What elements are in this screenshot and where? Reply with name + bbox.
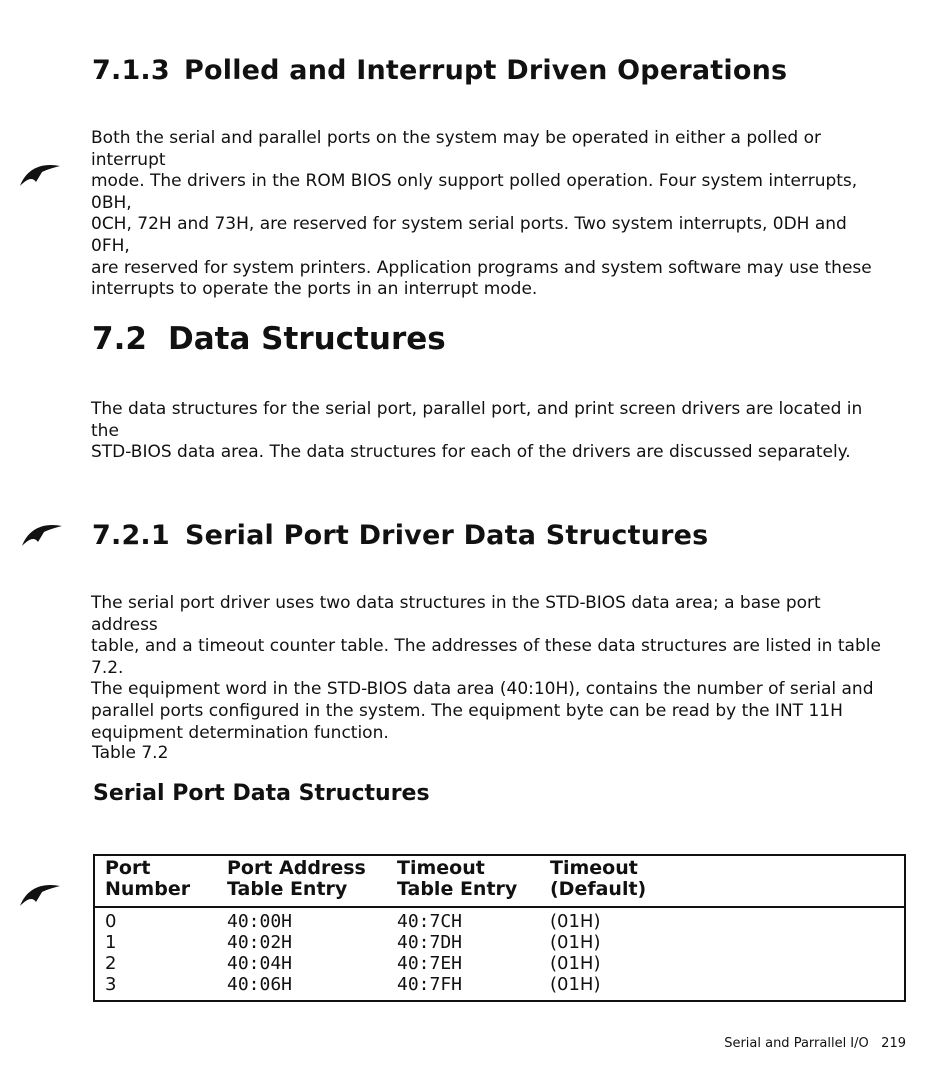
- table-cell: 2: [105, 953, 117, 974]
- table-cell: 40:7FH: [397, 974, 463, 995]
- table-row: [94, 953, 905, 974]
- paragraph-line: parallel ports configured in the system. The equipment byte can be read by the INT 11H: [91, 700, 843, 721]
- margin-change-mark-icon: [18, 160, 62, 188]
- column-header-line: Port Address: [227, 857, 366, 879]
- table-cell: 40:7EH: [397, 953, 463, 974]
- table-title: Serial Port Data Structures: [93, 781, 430, 806]
- paragraph-line: The data structures for the serial port, parallel port, and print screen drivers are located in the: [91, 399, 863, 441]
- section-title: Data Structures: [168, 321, 446, 357]
- body-paragraph: [91, 593, 891, 744]
- column-header: [94, 855, 217, 907]
- paragraph-line: mode. The drivers in the ROM BIOS only support polled operation. Four system interrupts, 0BH,: [91, 171, 858, 213]
- table-cell: 1: [105, 932, 117, 953]
- page-footer: [724, 1036, 906, 1051]
- column-header-line: Table Entry: [227, 878, 348, 900]
- paragraph-line: interrupts to operate the ports in an interrupt mode.: [91, 279, 538, 300]
- section-heading: [92, 321, 446, 357]
- table-cell: 0: [105, 911, 117, 932]
- body-paragraph: [91, 128, 891, 301]
- table-cell: 40:00H: [227, 911, 293, 932]
- table-row: [94, 907, 905, 932]
- paragraph-line: table, and a timeout counter table. The addresses of these data structures are listed in table 7.2.: [91, 636, 881, 678]
- column-header: [217, 855, 387, 907]
- footer-label: Serial and Parrallel I/O: [724, 1036, 869, 1051]
- serial-port-table: [93, 854, 906, 1002]
- paragraph-line: STD-BIOS data area. The data structures for each of the drivers are discussed separately.: [91, 442, 851, 463]
- column-header-line: Timeout: [397, 857, 485, 879]
- table-row: [94, 932, 905, 953]
- column-header: [540, 855, 905, 907]
- margin-change-mark-icon: [20, 520, 64, 548]
- paragraph-line: equipment determination function.: [91, 722, 389, 743]
- column-header-line: Table Entry: [397, 878, 518, 900]
- section-number: 7.2: [92, 321, 147, 357]
- column-header-line: (Default): [550, 878, 647, 900]
- column-header-line: Port: [105, 857, 151, 879]
- section-number: 7.2.1: [92, 520, 170, 551]
- section-heading: [92, 520, 708, 551]
- column-header: [387, 855, 540, 907]
- section-title: Serial Port Driver Data Structures: [185, 520, 709, 551]
- section-number: 7.1.3: [92, 55, 170, 86]
- table-cell: 40:06H: [227, 974, 293, 995]
- paragraph-line: Both the serial and parallel ports on the system may be operated in either a polled or interrupt: [91, 128, 822, 170]
- paragraph-line: The equipment word in the STD-BIOS data area (40:10H), contains the number of serial and: [91, 679, 874, 700]
- page-number: 219: [881, 1036, 906, 1051]
- table-cell: 40:04H: [227, 953, 293, 974]
- column-header-line: Timeout: [550, 857, 638, 879]
- paragraph-line: 0CH, 72H and 73H, are reserved for system serial ports. Two system interrupts, 0DH and 0FH,: [91, 214, 847, 256]
- table-cell: (01H): [550, 911, 601, 932]
- table-header-row: [94, 855, 905, 907]
- margin-change-mark-icon: [18, 880, 62, 908]
- table-cell: 3: [105, 974, 117, 995]
- table-caption: Table 7.2: [92, 743, 169, 763]
- section-title: Polled and Interrupt Driven Operations: [184, 55, 788, 86]
- table-cell: 40:7DH: [397, 932, 463, 953]
- section-heading: [92, 55, 787, 86]
- paragraph-line: The serial port driver uses two data structures in the STD-BIOS data area; a base port address: [91, 593, 821, 635]
- column-header-line: Number: [105, 878, 191, 900]
- table-cell: (01H): [550, 974, 601, 995]
- table-row: [94, 974, 905, 1001]
- table-cell: 40:7CH: [397, 911, 463, 932]
- table-cell: (01H): [550, 932, 601, 953]
- paragraph-line: are reserved for system printers. Application programs and system software may use these: [91, 257, 872, 278]
- table-cell: (01H): [550, 953, 601, 974]
- table-cell: 40:02H: [227, 932, 293, 953]
- body-paragraph: [91, 399, 891, 464]
